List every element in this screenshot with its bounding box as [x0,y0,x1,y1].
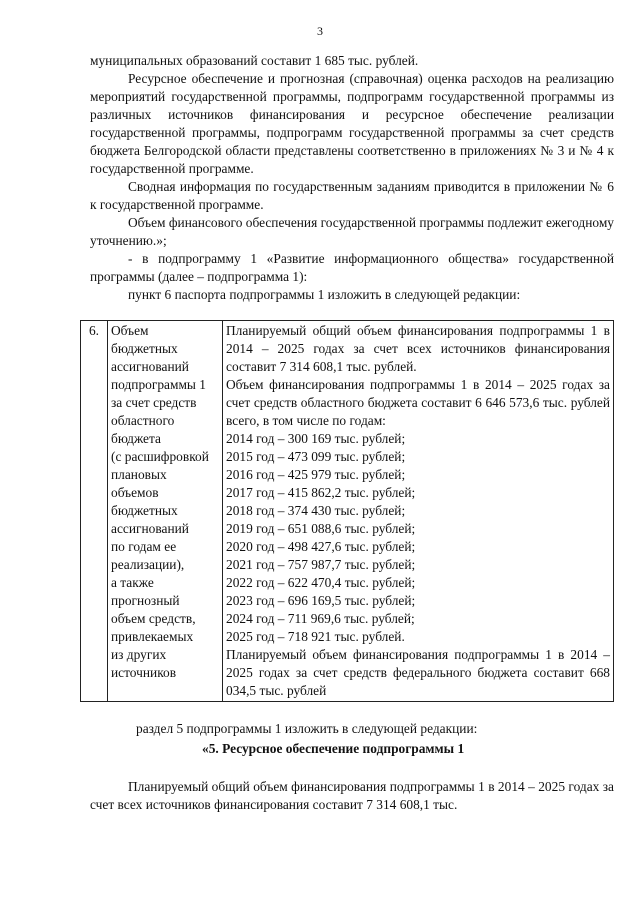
label-line: источников [111,665,177,680]
label-line: привлекаемых [111,629,194,644]
label-lines [111,322,219,682]
label-line: прогнозный [111,593,180,608]
paragraph-3: Сводная информация по государственным заданиям приводится в приложении № 6 к государственной программе. [90,179,614,212]
label-line: объемов [111,485,159,500]
year-line: 2016 год – 425 979 тыс. рублей; [226,467,406,482]
label-line: (с расшифровкой [111,449,209,464]
row-number: 6. [81,321,108,702]
label-line: из других [111,647,167,662]
paragraph-6: пункт 6 паспорта подпрограммы 1 изложить в следующей редакции: [128,287,521,302]
section-title: «5. Ресурсное обеспечение подпрограммы 1 [202,741,465,756]
section-label: раздел 5 подпрограммы 1 изложить в следующей редакции: [136,721,478,736]
year-line: 2024 год – 711 969,6 тыс. рублей; [226,611,415,626]
label-line: плановых [111,467,167,482]
label-line: подпрограммы 1 [111,377,206,392]
label-line: областного [111,413,175,428]
label-line: за счет средств [111,395,197,410]
year-line: 2022 год – 622 470,4 тыс. рублей; [226,575,416,590]
label-line: ассигнований [111,521,189,536]
year-line: 2015 год – 473 099 тыс. рублей; [226,449,406,464]
page-number: 3 [317,24,323,38]
label-line: Объем [111,323,149,338]
final-paragraph: Планируемый общий объем финансирования подпрограммы 1 в 2014 – 2025 годах за счет всех источников финансирования составит 7 314 608,1 тыс. [90,779,614,812]
year-line: 2018 год – 374 430 тыс. рублей; [226,503,406,518]
row-label [108,321,223,702]
label-line: бюджетных [111,341,178,356]
year-line: 2014 год – 300 169 тыс. рублей; [226,431,406,446]
label-line: реализации), [111,557,185,572]
desc-federal: Планируемый объем финансирования подпрограммы 1 в 2014 – 2025 годах за счет средств федерального бюджета составит 668 034,5 тыс. рублей [226,647,610,698]
label-line: объем средств, [111,611,196,626]
label-line: ассигнований [111,359,189,374]
passport-table [80,320,614,702]
year-list [226,430,610,646]
year-line: 2017 год – 415 862,2 тыс. рублей; [226,485,416,500]
document-body [90,52,614,814]
paragraph-2: Ресурсное обеспечение и прогнозная (справочная) оценка расходов на реализацию мероприятий государственной программы, подпрограмм государственной программы из различных источников финансирования и ресурсное обеспечение реализации государственной программы, подпрограмм государственной программы за счет средств бюджета Белгородской области представлены соответственно в приложениях № 3 и № 4 к государственной программе. [90,71,614,176]
row-description [223,321,614,702]
label-line: бюджета [111,431,161,446]
paragraph-1: муниципальных образований составит 1 685 тыс. рублей. [90,53,419,68]
year-line: 2025 год – 718 921 тыс. рублей. [226,629,405,644]
label-line: по годам ее [111,539,177,554]
label-line: бюджетных [111,503,178,518]
desc-total: Планируемый общий объем финансирования подпрограммы 1 в 2014 – 2025 годах за счет всех источников финансирования составит 7 314 608,1 тыс. рублей. [226,323,610,374]
label-line: а также [111,575,154,590]
passport-row [81,321,614,702]
paragraph-5: - в подпрограмму 1 «Развитие информационного общества» государственной программы (далее – подпрограмма 1): [90,251,614,284]
year-line: 2020 год – 498 427,6 тыс. рублей; [226,539,416,554]
desc-regional: Объем финансирования подпрограммы 1 в 2014 – 2025 годах за счет средств областного бюджета составит 6 646 573,6 тыс. рублей всего, в том числе по годам: [226,377,610,428]
year-line: 2021 год – 757 987,7 тыс. рублей; [226,557,416,572]
year-line: 2019 год – 651 088,6 тыс. рублей; [226,521,416,536]
year-line: 2023 год – 696 169,5 тыс. рублей; [226,593,416,608]
paragraph-4: Объем финансового обеспечения государственной программы подлежит ежегодному уточнению.»; [90,215,614,248]
